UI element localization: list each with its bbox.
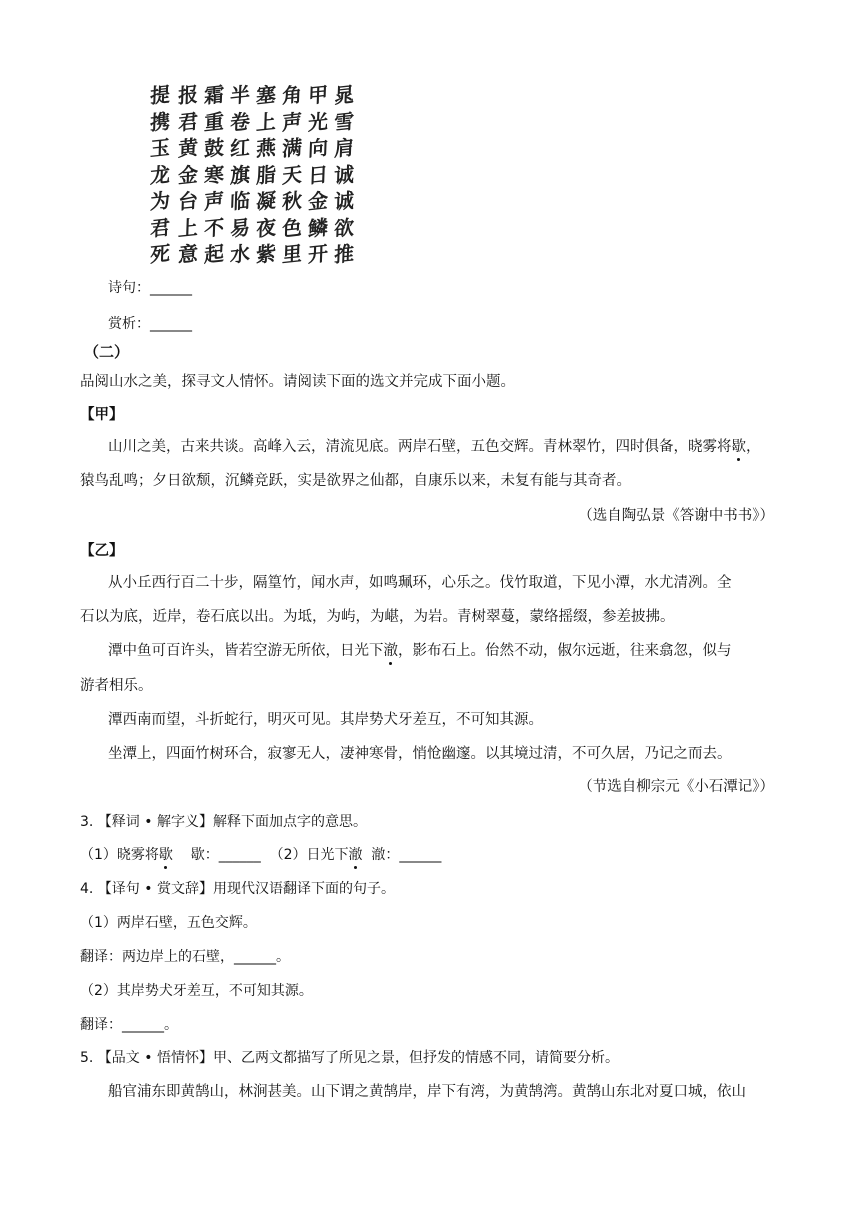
calligraphy-column: 甲 光 向 日 金 鳞 开	[307, 81, 329, 268]
calligraphy-image	[145, 81, 360, 268]
reading-passage-line: 船官浦东即黄鹄山，林涧甚美。山下谓之黄鹄岸，岸下有湾，为黄鹄湾。黄鹄山东北对夏口城，依山	[108, 1084, 746, 1100]
calligraphy-column: 晁 雪 肩 诚 诚 欲 推	[333, 81, 355, 268]
translation-prompt: 翻译：两边岸上的石壁，______。	[80, 949, 290, 965]
poem-line-prompt: 诗句：______	[108, 280, 192, 296]
source-citation: （节选自柳宗元《小石潭记》）	[578, 779, 774, 795]
question-4-item-2: （2）其岸势犬牙差互，不可知其源。	[80, 983, 313, 999]
section-intro: 品阅山水之美，探寻文人情怀。请阅读下面的选文并完成下面小题。	[80, 374, 515, 390]
passage-jia-line: 山川之美，古来共谈。高峰入云，清流见底。两岸石壁，五色交辉。青林翠竹，四时俱备，晓雾将歇，	[108, 439, 761, 455]
calligraphy-column: 提 携 玉 龙 为 君 死	[149, 81, 171, 268]
section-heading: （二）	[84, 343, 130, 361]
passage-yi-line: 从小丘西行百二十步，隔篁竹，闻水声，如鸣珮环，心乐之。伐竹取道，下见小潭，水尤清冽。全	[108, 575, 732, 591]
dotted-char: 歇	[158, 847, 173, 863]
calligraphy-column: 角 声 满 天 秋 色 里	[281, 81, 303, 268]
passage-label-jia: 【甲】	[80, 406, 124, 423]
passage-yi-line: 坐潭上，四面竹树环合，寂寥无人，凄神寒骨，悄怆幽邃。以其境过清，不可久居，乃记之而去。	[108, 746, 732, 762]
passage-jia-line: 猿鸟乱鸣；夕日欲颓，沉鳞竞跃，实是欲界之仙都，自康乐以来，未复有能与其奇者。	[80, 473, 631, 489]
passage-label-yi: 【乙】	[80, 542, 124, 559]
source-citation: （选自陶弘景《答谢中书书》）	[578, 508, 774, 524]
passage-yi-line: 游者相乐。	[80, 678, 153, 694]
question-4-item-1: （1）两岸石壁，五色交辉。	[80, 915, 257, 931]
dotted-char: 澈	[383, 643, 398, 659]
question-5: 5. 【品文 • 悟情怀】甲、乙两文都描写了所见之景，但抒发的情感不同，请简要分析。	[80, 1050, 619, 1066]
appreciation-prompt: 赏析：______	[108, 316, 192, 332]
question-4: 4. 【译句 • 赏文辞】用现代汉语翻译下面的句子。	[80, 881, 395, 897]
calligraphy-column: 半 卷 红 旗 临 易 水	[229, 81, 251, 268]
passage-yi-line: 潭中鱼可百许头，皆若空游无所依，日光下澈，影布石上。佁然不动，俶尔远逝，往来翕忽，似与	[108, 643, 732, 659]
calligraphy-column: 塞 上 燕 脂 凝 夜 紫	[255, 81, 277, 268]
passage-yi-line: 石以为底，近岸，卷石底以出。为坻，为屿，为嵁，为岩。青树翠蔓，蒙络摇缀，参差披拂。	[80, 609, 675, 625]
question-3: 3. 【释词 • 解字义】解释下面加点字的意思。	[80, 814, 367, 830]
dotted-char: 歇	[731, 439, 746, 455]
question-3-items: （1）晓雾将歇 歇：______ （2）日光下澈 澈：______	[80, 847, 442, 863]
passage-yi-line: 潭西南而望，斗折蛇行，明灭可见。其岸势犬牙差互，不可知其源。	[108, 712, 543, 728]
calligraphy-column: 报 君 黄 金 台 上 意	[177, 81, 199, 268]
translation-prompt: 翻译：______。	[80, 1017, 178, 1033]
dotted-char: 澈	[348, 847, 363, 863]
calligraphy-column: 霜 重 鼓 寒 声 不 起	[203, 81, 225, 268]
